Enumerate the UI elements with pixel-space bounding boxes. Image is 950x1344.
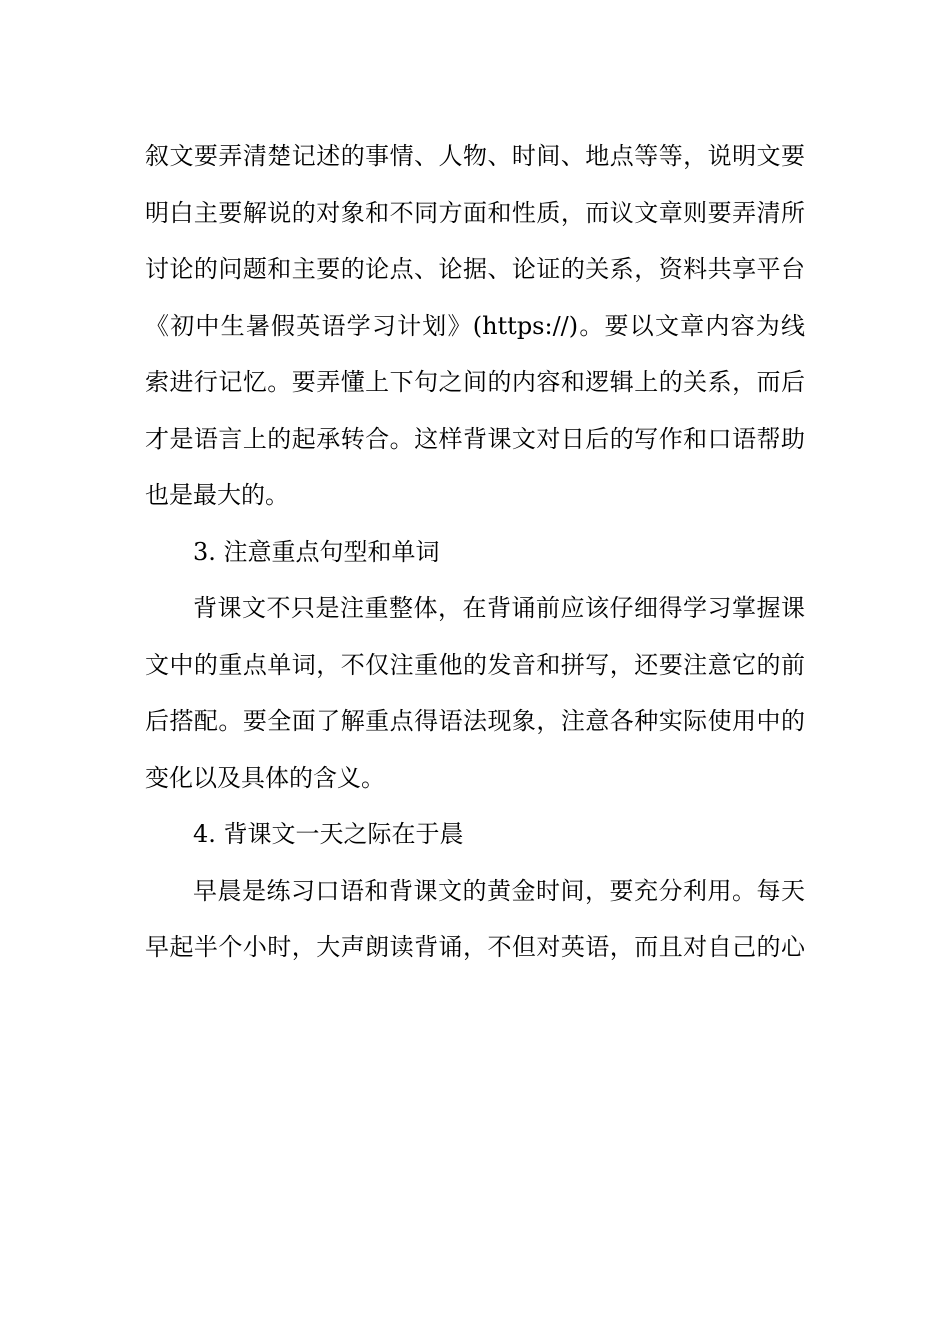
paragraph-line: 才是语言上的起承转合。这样背课文对日后的写作和口语帮助 xyxy=(145,424,805,453)
paragraph-line: 背课文不只是注重整体，在背诵前应该仔细得学习掌握课 xyxy=(193,594,805,622)
paragraph-line: 文中的重点单词，不仅注重他的发音和拼写，还要注意它的前 xyxy=(145,650,805,679)
paragraph-line: 早晨是练习口语和背课文的黄金时间，要充分利用。每天 xyxy=(193,876,805,905)
paragraph-line: 索进行记忆。要弄懂上下句之间的内容和逻辑上的关系，而后 xyxy=(145,368,805,396)
paragraph-line: 变化以及具体的含义。 xyxy=(145,763,385,792)
paragraph-line: 讨论的问题和主要的论点、论据、论证的关系，资料共享平台 xyxy=(145,255,805,283)
section-heading: 3. 注意重点句型和单词 xyxy=(193,537,440,566)
document-body xyxy=(145,128,805,976)
paragraph-line: 叙文要弄清楚记述的事情、人物、时间、地点等等，说明文要 xyxy=(145,142,805,170)
paragraph-line: 后搭配。要全面了解重点得语法现象，注意各种实际使用中的 xyxy=(145,707,805,735)
paragraph-line: 明白主要解说的对象和不同方面和性质，而议文章则要弄清所 xyxy=(145,198,805,227)
paragraph-line: 《初中生暑假英语学习计划》(https://)。要以文章内容为线 xyxy=(145,311,805,340)
section-heading: 4. 背课文一天之际在于晨 xyxy=(193,820,464,848)
paragraph-line: 也是最大的。 xyxy=(145,481,289,509)
paragraph-line: 早起半个小时，大声朗读背诵，不但对英语，而且对自己的心 xyxy=(145,933,805,961)
